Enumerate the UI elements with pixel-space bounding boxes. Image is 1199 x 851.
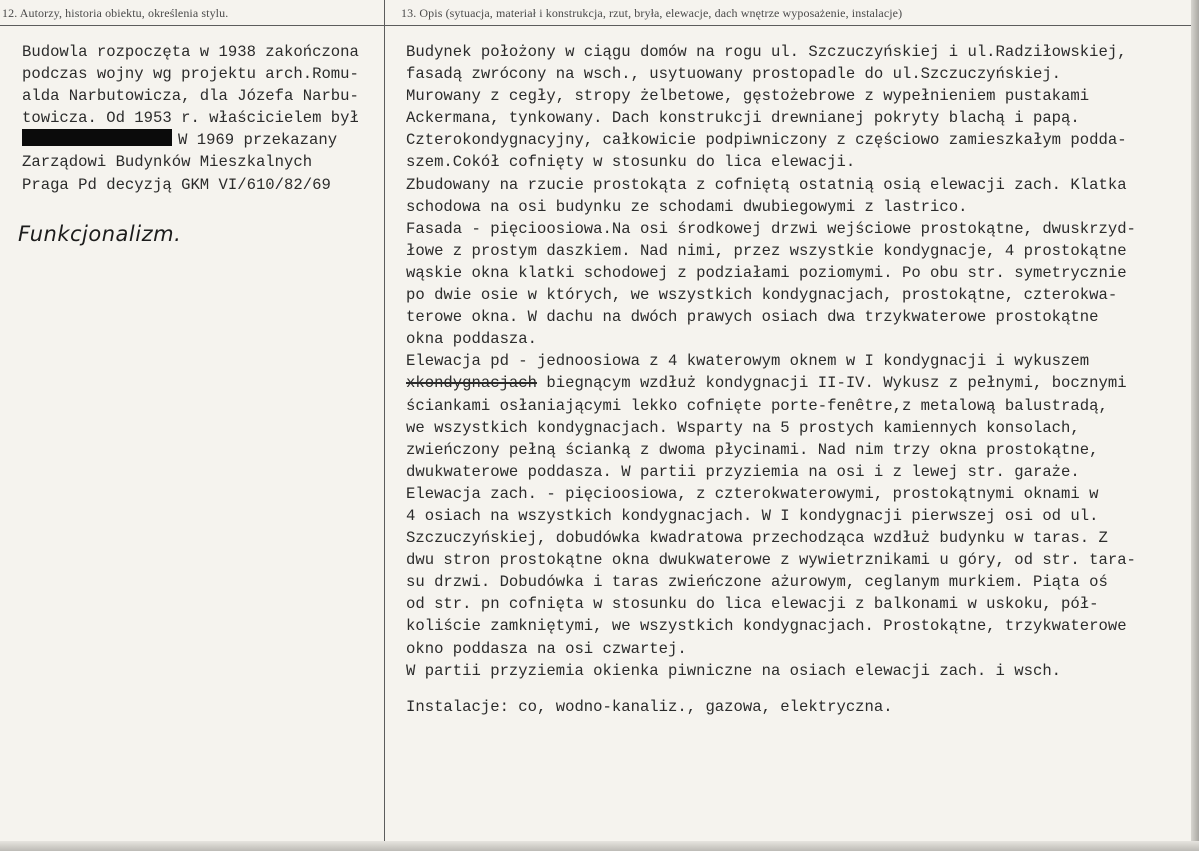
history-line: alda Narbutowicza, dla Józefa Narbu- [22,87,359,106]
struck-out-word: xkondygnacjach [406,374,538,393]
paper-bottom-edge [0,841,1199,851]
history-line-after-redaction: W 1969 przekazany [178,131,338,150]
description-line: szem.Cokół cofnięty w stosunku do lica elewacji. [406,153,856,172]
description-line: schodowa na osi budynku ze schodami dwubiegowymi z lastrico. [406,197,968,216]
description-line: W partii przyziemia okienka piwniczne na osiach elewacji zach. i wsch. [406,661,1062,680]
description-line: 4 osiach na wszystkich kondygnacjach. W I kondygnacji pierwszej osi od ul. [406,506,1099,525]
description-line: Budynek położony w ciągu domów na rogu ul. Szczuczyńskiej i ul.Radziłowskiej, [406,43,1127,61]
description-line: okna poddasza. [406,330,538,349]
description-line-after-strike: biegnącym wzdłuż kondygnacji II-IV. Wykusz z pełnymi, bocznymi [537,374,1127,393]
description-line: koliście zamkniętymi, we wszystkich kondygnacjach. Prostokątne, trzykwaterowe [406,617,1127,636]
description-line: Fasada - pięcioosiowa.Na osi środkowej drzwi wejściowe prostokątne, dwuskrzyd- [406,219,1136,238]
history-line: Budowla rozpoczęta w 1938 zakończona [22,43,359,61]
column-divider [384,0,385,842]
description-line: łowe z prostym daszkiem. Nad nimi, przez wszystkie kondygnacje, 4 prostokątne [406,241,1127,260]
history-line: podczas wojny wg projektu arch.Romu- [22,65,359,84]
description-line: okno poddasza na osi czwartej. [406,639,687,658]
description-line: po dwie osie w których, we wszystkich kondygnacjach, prostokątne, czterokwa- [406,286,1118,305]
section-12-heading: 12. Autorzy, historia obiektu, określenia stylu. [2,6,229,20]
description-line: zwieńczony pełną ścianką z dwoma płycinami. Nad nim trzy okna prostokątne, [406,440,1099,459]
description-line: terowe okna. W dachu na dwóch prawych osiach dwa trzykwaterowe prostokątne [406,308,1099,327]
authors-history-text [22,40,377,195]
description-line: Zbudowany na rzucie prostokąta z cofniętą ostatnią osią elewacji zach. Klatka [406,175,1127,194]
description-text [406,41,1192,718]
history-line: towicza. Od 1953 r. właścicielem był [22,109,359,128]
description-line: su drzwi. Dobudówka i taras zwieńczone ażurowym, ceglanym murkiem. Piąta oś [406,573,1108,592]
description-line: od str. pn cofnięta w stosunku do lica elewacji z balkonami w uskoku, pół- [406,595,1099,614]
description-line: fasadą zwrócony na wsch., usytuowany prostopadle do ul.Szczuczyńskiej. [406,65,1062,84]
description-line: Czterokondygnacyjny, całkowicie podpiwniczony z częściowo zamieszkałym podda- [406,131,1127,150]
description-line: Murowany z cegły, stropy żelbetowe, gęstożebrowe z wypełnieniem pustakami [406,87,1090,106]
installations-line: Instalacje: co, wodno-kanaliz., gazowa, elektryczna. [406,697,893,716]
description-line: dwu stron prostokątne okna dwukwaterowe z wywietrznikami u góry, od str. tara- [406,551,1136,570]
redaction-bar [22,129,172,146]
description-line: Elewacja pd - jednoosiowa z 4 kwaterowym oknem w I kondygnacji i wykuszem [406,352,1090,371]
description-line: dwukwaterowe poddasza. W partii przyziemia na osi i z lewej str. garaże. [406,462,1080,481]
history-line: Zarządowi Budynków Mieszkalnych [22,153,313,172]
description-line: Elewacja zach. - pięcioosiowa, z czterokwaterowymi, prostokątnymi oknami w [406,484,1099,503]
description-line: ściankami osłaniającymi lekko cofnięte porte-fenêtre,z metalową balustradą, [406,396,1108,415]
section-13-heading: 13. Opis (sytuacja, materiał i konstrukcja, rzut, bryła, elewacje, dach wnętrze wyposażenie, instalacje) [401,6,903,20]
header-divider [0,25,1192,26]
handwritten-style-note: Funkcjonalizm. [18,222,182,246]
history-line: Praga Pd decyzją GKM VI/610/82/69 [22,175,331,194]
description-line: Ackermana, tynkowany. Dach konstrukcji drewnianej pokryty blachą i papą. [406,109,1080,128]
description-line: wąskie okna klatki schodowej z podziałami poziomymi. Po obu str. symetrycznie [406,263,1127,282]
history-line-redacted [22,128,377,150]
paper-right-edge [1191,0,1199,851]
description-line: we wszystkich kondygnacjach. Wsparty na 5 prostych kamiennych konsolach, [406,418,1080,437]
description-line-struck [406,372,1192,394]
description-line: Szczuczyńskiej, dobudówka kwadratowa przechodząca wzdłuż budynku w taras. Z [406,529,1108,548]
